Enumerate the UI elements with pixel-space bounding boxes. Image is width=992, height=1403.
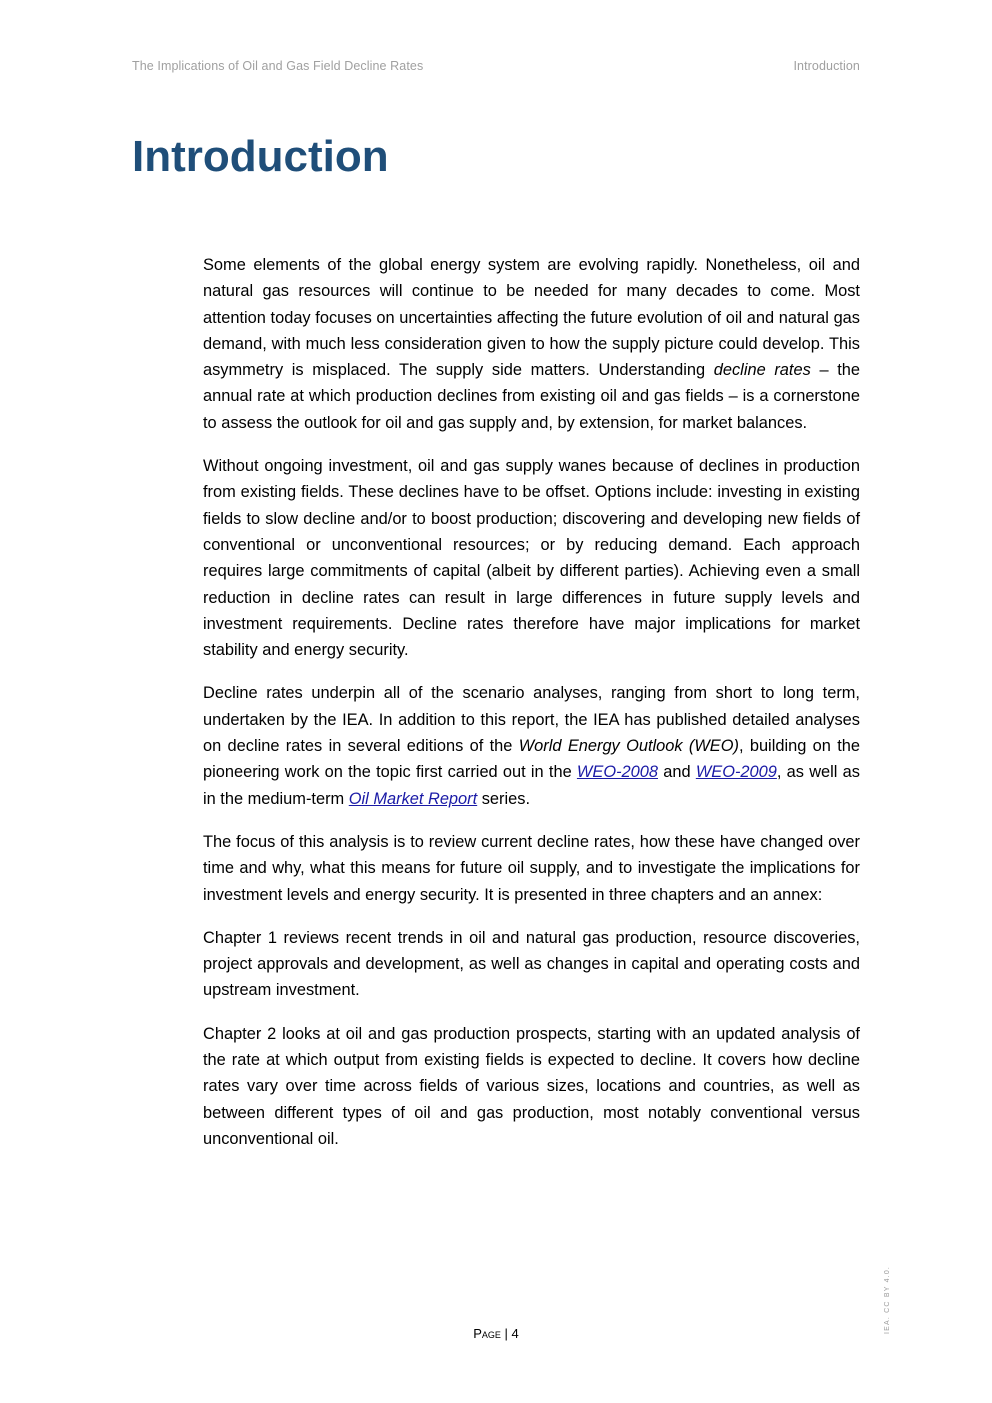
page-title: Introduction bbox=[132, 132, 389, 181]
page-label: Page bbox=[473, 1326, 501, 1341]
license-note: IEA. CC BY 4.0. bbox=[884, 1265, 891, 1334]
paragraph-4: The focus of this analysis is to review current decline rates, how these have changed over time and why, what this means for future oil supply, and to investigate the implications for investment levels and energy security. It is presented in three chapters and an annex: bbox=[203, 832, 860, 904]
emphasis-weo: World Energy Outlook (WEO) bbox=[518, 737, 739, 756]
page-footer bbox=[0, 1326, 992, 1341]
running-header-section: Introduction bbox=[793, 59, 860, 73]
paragraph-2: Without ongoing investment, oil and gas supply wanes because of declines in production from existing fields. These declines have to be offset. Options include: investing in existing fields to slow decline and/or to boost production; discovering and developing new fields of conventional or unconventional resources; or by reducing demand. Each approach requires large commitments of capital (albeit by different parties). Achieving even a small reduction in decline rates can result in large differences in future supply levels and investment requirements. Decline rates therefore have major implications for market stability and energy security. bbox=[203, 457, 860, 660]
paragraph-5: Chapter 1 reviews recent trends in oil and natural gas production, resource discoveries, project approvals and development, as well as changes in capital and operating costs and upstream investment. bbox=[203, 928, 860, 1000]
link-weo-2008[interactable]: WEO-2008 bbox=[576, 763, 658, 782]
paragraph-1: Some elements of the global energy system are evolving rapidly. Nonetheless, oil and natural gas resources will continue to be needed for many decades to come. Most attention today focuses on uncertainties affecting the future evolution of oil and natural gas demand, with much less consideration given to how the supply picture could develop. This asymmetry is misplaced. The supply side matters. Understanding decline rates – the annual rate at which production declines from existing oil and gas fields – is a cornerstone to assess the outlook for oil and gas supply and, by extension, for market balances. bbox=[203, 256, 861, 432]
emphasis-decline-rates: decline rates bbox=[713, 361, 811, 380]
running-header-title: The Implications of Oil and Gas Field Decline Rates bbox=[132, 59, 424, 73]
link-oil-market-report[interactable]: Oil Market Report bbox=[348, 789, 478, 808]
page-separator: | bbox=[504, 1326, 508, 1341]
paragraph-6: Chapter 2 looks at oil and gas production prospects, starting with an updated analysis of the rate at which output from existing fields is expected to decline. It covers how decline rates vary over time across fields of various sizes, locations and countries, as well as between different types of oil and gas production, most notably conventional versus unconventional oil. bbox=[203, 1024, 860, 1148]
body-text bbox=[203, 252, 860, 1169]
page-number: 4 bbox=[511, 1326, 519, 1341]
link-weo-2009[interactable]: WEO-2009 bbox=[695, 763, 777, 782]
paragraph-3: Decline rates underpin all of the scenario analyses, ranging from short to long term, undertaken by the IEA. In addition to this report, the IEA has published detailed analyses on decline rates in several editions of the World Energy Outlook (WEO), building on the pioneering work on the topic first carried out in the WEO-2008 and WEO-2009, as well as in the medium-term Oil Market Report series. bbox=[203, 684, 860, 808]
